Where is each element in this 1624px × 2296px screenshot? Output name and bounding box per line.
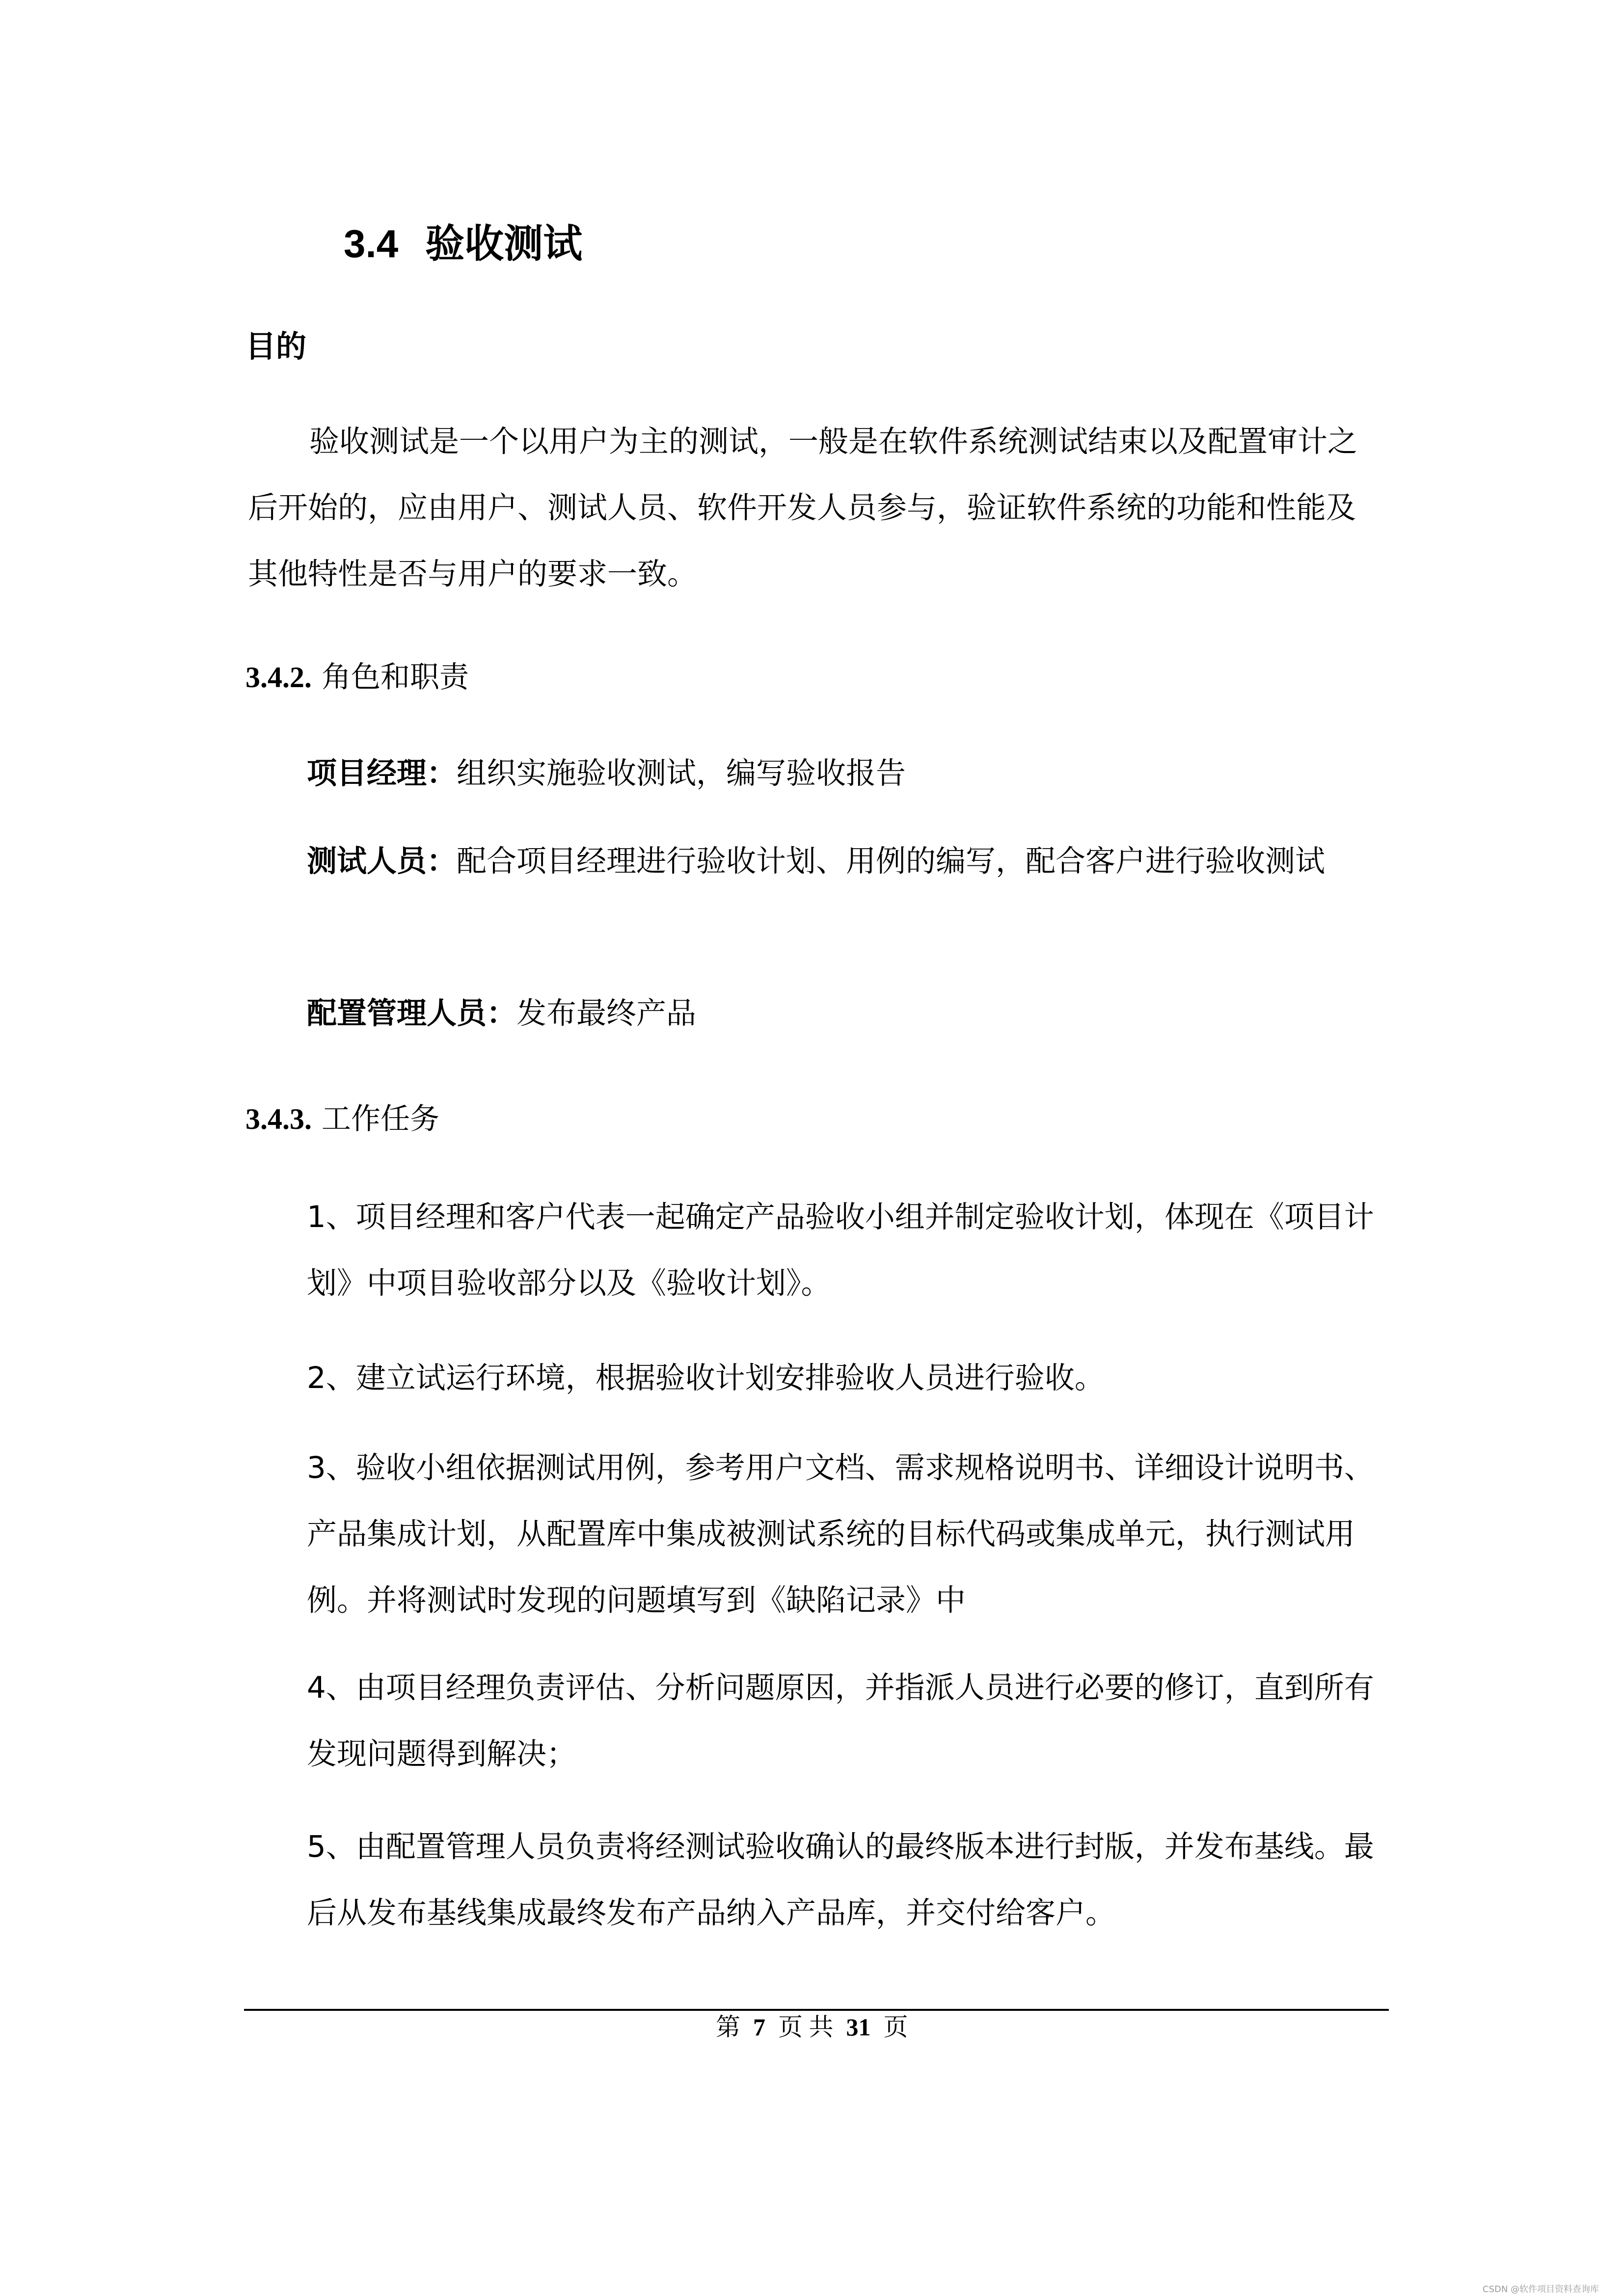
section-title: 验收测试 bbox=[425, 221, 583, 267]
roles-heading bbox=[245, 654, 469, 696]
footer-suffix: 页 bbox=[883, 2013, 908, 2041]
footer-total-pages: 31 bbox=[846, 2013, 871, 2041]
page-footer bbox=[716, 2007, 908, 2043]
role-item bbox=[307, 828, 1372, 894]
role-desc: 配合项目经理进行验收计划、用例的编写，配合客户进行验收测试 bbox=[457, 844, 1326, 879]
task-item: 3、验收小组依据测试用例，参考用户文档、需求规格说明书、详细设计说明书、产品集成计划，从配置库中集成被测试系统的目标代码或集成单元，执行测试用例。并将测试时发现的问题填写到《缺陷记录》中 bbox=[307, 1450, 1374, 1618]
purpose-heading: 目的 bbox=[245, 328, 307, 364]
footer-prefix: 第 bbox=[716, 2013, 740, 2041]
purpose-paragraph: 验收测试是一个以用户为主的测试，一般是在软件系统测试结束以及配置审计之后开始的，应由用户、测试人员、软件开发人员参与，验证软件系统的功能和性能及其他特性是否与用户的要求一致。 bbox=[248, 424, 1358, 591]
tasks-number: 3.4.3. bbox=[245, 1103, 312, 1135]
tasks-heading bbox=[245, 1095, 439, 1138]
footer-page-number: 7 bbox=[753, 2013, 765, 2041]
tasks-title: 工作任务 bbox=[322, 1102, 439, 1136]
role-desc: 发布最终产品 bbox=[516, 996, 697, 1031]
role-desc: 组织实施验收测试，编写验收报告 bbox=[457, 756, 906, 791]
role-item bbox=[307, 980, 1372, 1046]
role-name: 测试人员： bbox=[307, 844, 457, 879]
task-item: 2、建立试运行环境，根据验收计划安排验收人员进行验收。 bbox=[307, 1361, 1105, 1395]
watermark: CSDN @软件项目资料查询库 bbox=[1483, 2284, 1599, 2295]
task-item: 5、由配置管理人员负责将经测试验收确认的最终版本进行封版，并发布基线。最后从发布基线集成最终发布产品纳入产品库，并交付给客户。 bbox=[307, 1829, 1374, 1930]
section-heading bbox=[344, 212, 582, 268]
task-item: 1、项目经理和客户代表一起确定产品验收小组并制定验收计划，体现在《项目计划》中项目验收部分以及《验收计划》。 bbox=[307, 1200, 1374, 1301]
task-item: 4、由项目经理负责评估、分析问题原因，并指派人员进行必要的修订，直到所有发现问题得到解决； bbox=[307, 1670, 1374, 1771]
roles-number: 3.4.2. bbox=[245, 661, 312, 694]
footer-middle: 页 共 bbox=[778, 2013, 834, 2041]
role-name: 项目经理： bbox=[307, 756, 457, 791]
role-item bbox=[307, 740, 1372, 806]
roles-title: 角色和职责 bbox=[322, 660, 469, 694]
section-number: 3.4 bbox=[344, 222, 399, 266]
role-name: 配置管理人员： bbox=[307, 996, 517, 1031]
